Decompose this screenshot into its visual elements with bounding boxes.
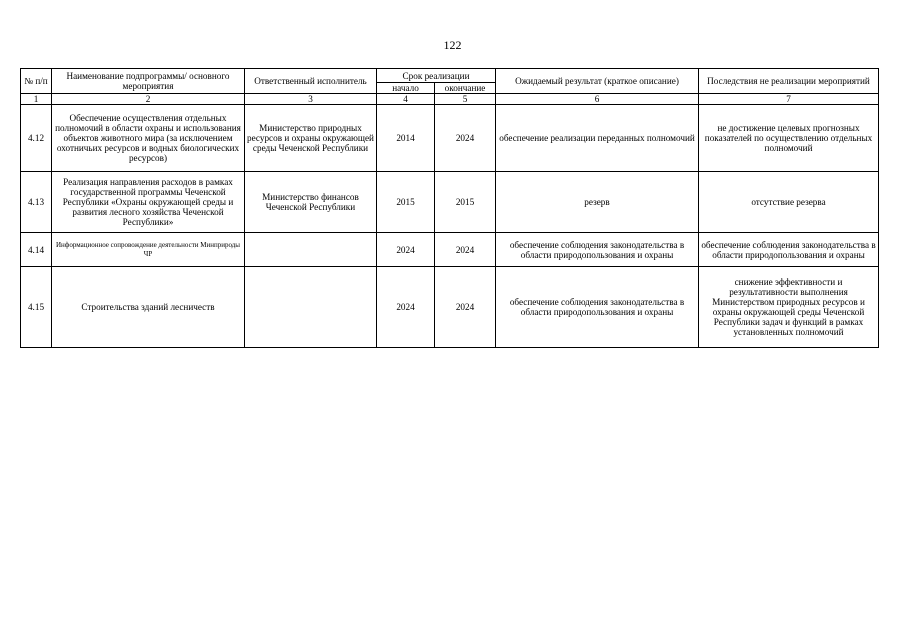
row-consequences: отсутствие резерва	[699, 172, 879, 233]
row-start: 2015	[377, 172, 435, 233]
row-executor: Министерство природных ресурсов и охраны окружающей среды Чеченской Республики	[245, 105, 377, 172]
column-number: 7	[699, 94, 879, 105]
row-result: резерв	[496, 172, 699, 233]
row-result: обеспечение соблюдения законодательства в области природопользования и охраны	[496, 233, 699, 267]
row-start: 2014	[377, 105, 435, 172]
row-name: Обеспечение осуществления отдельных полномочий в области охраны и использования объектов животного мира (за исключением охотничьих ресурсов и водных биологических ресурсов)	[52, 105, 245, 172]
row-result: обеспечение реализации переданных полномочий	[496, 105, 699, 172]
row-name: Информационное сопровождение деятельности Минприроды ЧР	[52, 233, 245, 267]
row-num: 4.14	[21, 233, 52, 267]
row-consequences: обеспечение соблюдения законодательства в области природопользования и охраны	[699, 233, 879, 267]
row-num: 4.15	[21, 267, 52, 348]
row-num: 4.12	[21, 105, 52, 172]
row-start: 2024	[377, 233, 435, 267]
table-row	[21, 267, 879, 348]
header-start: начало	[377, 83, 435, 94]
header-row	[21, 69, 879, 83]
header-name: Наименование подпрограммы/ основного мероприятия	[52, 69, 245, 94]
row-executor	[245, 233, 377, 267]
row-consequences: снижение эффективности и результативности выполнения Министерством природных ресурсов и охраны окружающей среды Чеченской Республики задач и функций в рамках установленных полномочий	[699, 267, 879, 348]
column-number: 3	[245, 94, 377, 105]
row-end: 2015	[435, 172, 496, 233]
header-result: Ожидаемый результат (краткое описание)	[496, 69, 699, 94]
row-consequences: не достижение целевых прогнозных показателей по осуществлению отдельных полномочий	[699, 105, 879, 172]
page-number: 122	[443, 38, 462, 52]
header-period: Срок реализации	[377, 69, 496, 83]
table-row	[21, 105, 879, 172]
row-end: 2024	[435, 267, 496, 348]
column-number: 4	[377, 94, 435, 105]
row-executor: Министерство финансов Чеченской Республики	[245, 172, 377, 233]
row-num: 4.13	[21, 172, 52, 233]
row-executor	[245, 267, 377, 348]
row-name: Строительства зданий лесничеств	[52, 267, 245, 348]
row-start: 2024	[377, 267, 435, 348]
table-row	[21, 233, 879, 267]
table-row	[21, 172, 879, 233]
column-numbers-row	[21, 94, 879, 105]
row-result: обеспечение соблюдения законодательства в области природопользования и охраны	[496, 267, 699, 348]
column-number: 6	[496, 94, 699, 105]
column-number: 5	[435, 94, 496, 105]
row-end: 2024	[435, 105, 496, 172]
header-num: № п/п	[21, 69, 52, 94]
column-number: 1	[21, 94, 52, 105]
row-end: 2024	[435, 233, 496, 267]
header-consequences: Последствия не реализации мероприятий	[699, 69, 879, 94]
column-number: 2	[52, 94, 245, 105]
row-name: Реализация направления расходов в рамках государственной программы Чеченской Республики «Охраны окружающей среды и развития лесного хозяйства Чеченской Республики»	[52, 172, 245, 233]
header-end: окончание	[435, 83, 496, 94]
activities-table	[20, 68, 879, 348]
header-executor: Ответственный исполнитель	[245, 69, 377, 94]
